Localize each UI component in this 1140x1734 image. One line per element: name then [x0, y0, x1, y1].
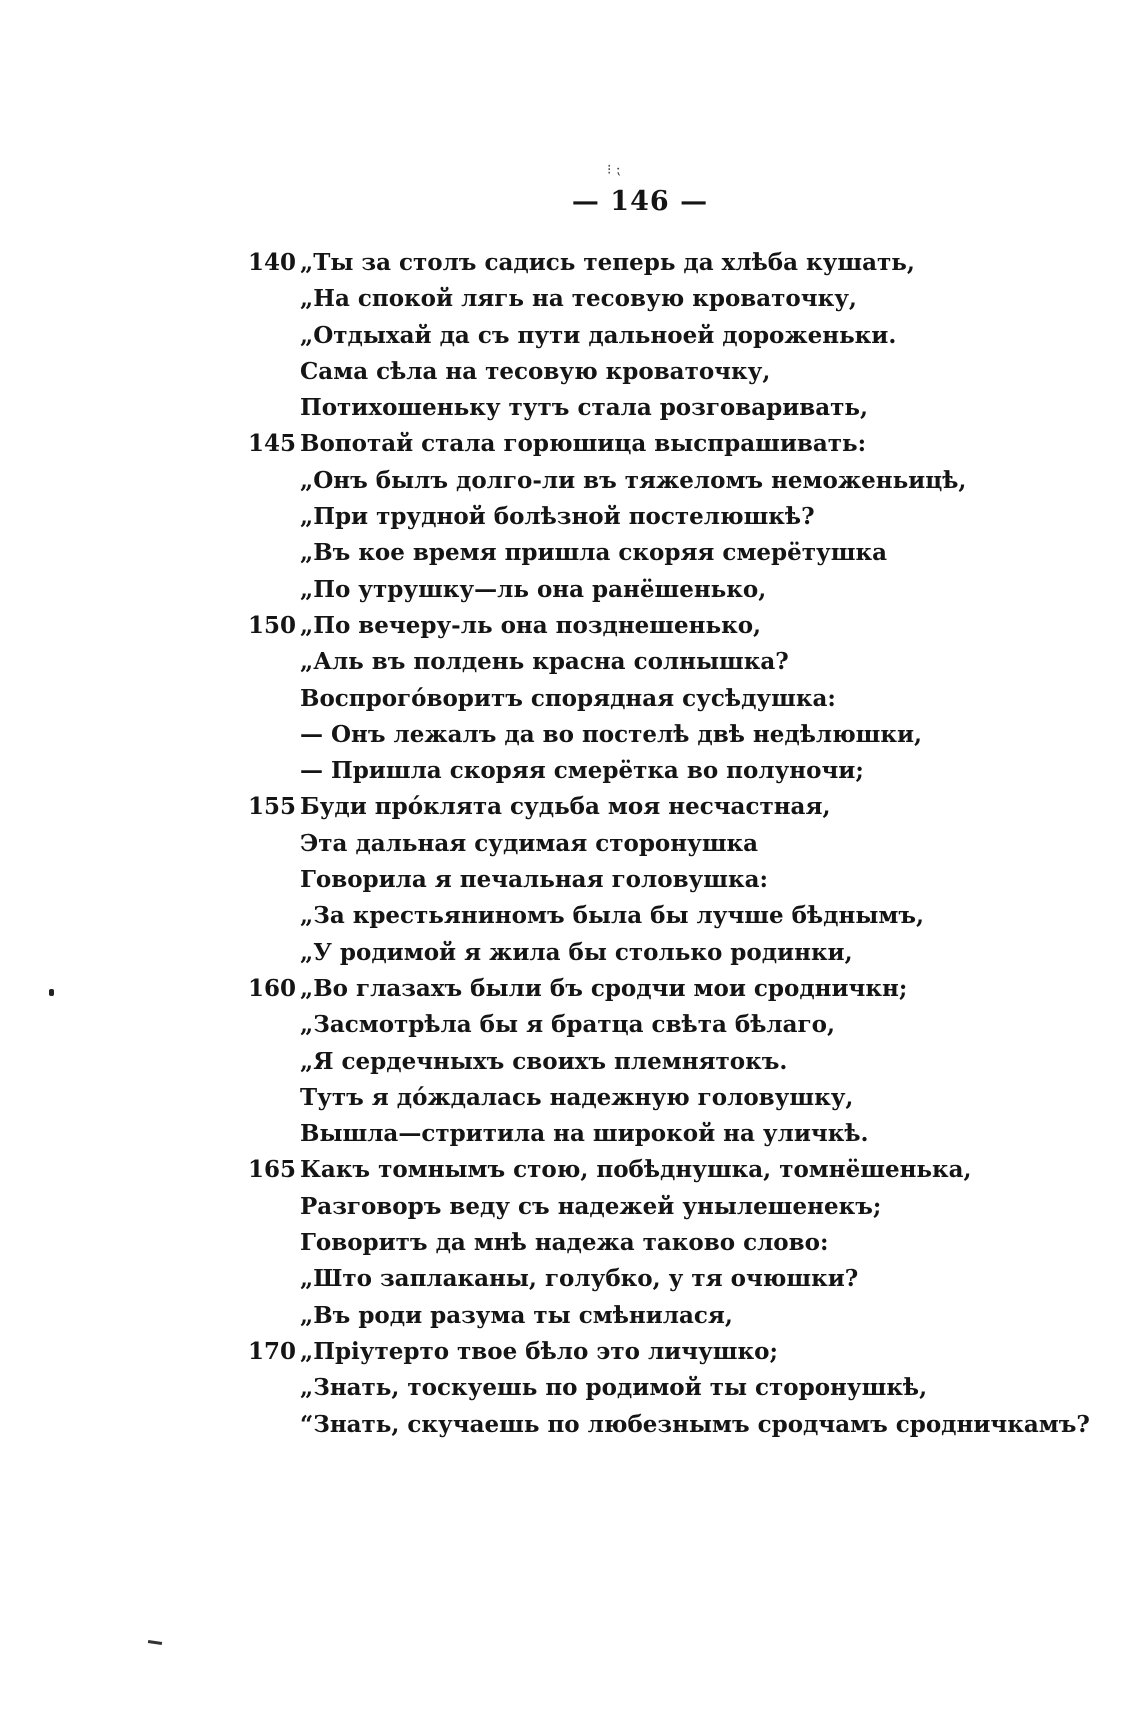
verse-text: Говорила я печальная головушка:: [300, 866, 768, 894]
verse-line: [0, 789, 1140, 825]
verse-text: „Отдыхай да съ пути дальноей дороженьки.: [300, 321, 897, 349]
verse-text: „На спокой лягь на тесовую кроваточку,: [300, 285, 857, 313]
verse-line: [0, 1225, 1140, 1261]
verse-text: Вопотай стала горюшица выспрашивать:: [300, 430, 867, 458]
verse-text: „Онъ былъ долго-ли въ тяжеломъ неможеньицѣ,: [300, 466, 967, 494]
verse-text: Говоритъ да мнѣ надежа таково слово:: [300, 1229, 829, 1257]
verse-line: [0, 644, 1140, 680]
verse-line: [0, 971, 1140, 1007]
verse-number: 150: [248, 611, 297, 639]
verse-text: „Аль въ полдень красна солнышка?: [300, 648, 789, 676]
verse-text: Сама сѣла на тесовую кроваточку,: [300, 357, 771, 385]
verse-text: „Въ кое время пришла скоряя смерётушка: [300, 539, 887, 567]
verse-text: „Знать, тоскуешь по родимой ты сторонушкѣ,: [300, 1374, 928, 1402]
verse-line: [0, 681, 1140, 717]
verse-text: Буди про́клята судьба моя несчастная,: [300, 793, 831, 821]
verse-text: Потихошеньку тутъ стала розговаривать,: [300, 394, 869, 422]
verse-text: „Пріутерто твое бѣло это личушко;: [300, 1337, 778, 1365]
verse-text: „Засмотрѣла бы я братца свѣта бѣлаго,: [300, 1011, 835, 1039]
verse-line: [0, 1044, 1140, 1080]
verse-line: [0, 753, 1140, 789]
verse-line: [0, 499, 1140, 535]
verse-line: [0, 1116, 1140, 1152]
verse-line: [0, 862, 1140, 898]
verse-line: [0, 935, 1140, 971]
verse-line: [0, 354, 1140, 390]
verse-text: „Во глазахъ были бъ сродчи мои сродничкн;: [300, 974, 908, 1002]
verse-line: [0, 717, 1140, 753]
page-specks: ⁝ ⁏: [607, 162, 621, 178]
verse-text: „Я сердечныхъ своихъ племнятокъ.: [300, 1047, 788, 1075]
verse-text: Воспрого́воритъ спорядная сусѣдушка:: [300, 684, 836, 712]
verse-line: [0, 1298, 1140, 1334]
verse-number: 140: [248, 249, 297, 276]
verse-line: [0, 608, 1140, 644]
verse-line: [0, 1152, 1140, 1188]
verse-text: „У родимой я жила бы столько родинки,: [300, 938, 853, 966]
verse-line: [0, 245, 1140, 281]
verse-text: „При трудной болѣзной постелюшкѣ?: [300, 503, 815, 531]
verse-text: „По вечеру-ль она позднешенько,: [300, 611, 762, 639]
verse-text: „За крестьяниномъ была бы лучше бѣднымъ,: [300, 902, 925, 930]
verse-text: — Онъ лежалъ да во постелѣ двѣ недѣлюшки,: [300, 720, 923, 748]
verse-text: Вышла—стритила на широкой на уличкѣ.: [300, 1120, 869, 1148]
verse-line: [0, 535, 1140, 571]
verse-line: [0, 426, 1140, 462]
verse-text: „По утрушку—ль она ранёшенько,: [300, 575, 767, 603]
verse-line: [0, 1370, 1140, 1406]
verse-line: [0, 1080, 1140, 1116]
verse-line: [0, 390, 1140, 426]
verse-line: [0, 1334, 1140, 1370]
verse-line: [0, 898, 1140, 934]
verse-number: 165: [248, 1156, 297, 1184]
verse-line: [0, 281, 1140, 317]
verse-number: 160: [248, 974, 297, 1002]
verse-text: Какъ томнымъ стою, побѣднушка, томнёшенька,: [300, 1156, 972, 1184]
verse-text: „Што заплаканы, голубко, у тя очюшки?: [300, 1265, 859, 1293]
verse-text: Эта дальная судимая сторонушка: [300, 829, 759, 857]
verse-line: [0, 463, 1140, 499]
verse-text: Тутъ я до́ждалась надежную головушку,: [300, 1083, 854, 1111]
page-number: — 146 —: [571, 186, 709, 217]
verse-number: 145: [248, 430, 297, 458]
verse-number: 170: [248, 1337, 297, 1365]
ink-mark: [148, 1640, 162, 1645]
verse-text: “Знать, скучаешь по любезнымъ сродчамъ сродничкамъ?: [300, 1410, 1090, 1438]
verse-text: „Въ роди разума ты смѣнилася,: [300, 1301, 733, 1329]
ink-speck: [49, 989, 54, 996]
verse-text: — Пришла скоряя смерётка во полуночи;: [300, 757, 864, 785]
verse-line: [0, 1261, 1140, 1297]
verse-text: Разговоръ веду съ надежей унылешенекъ;: [300, 1192, 882, 1220]
verse-line: [0, 1007, 1140, 1043]
verse-line: [0, 318, 1140, 354]
verse-line: [0, 572, 1140, 608]
verse-number: 155: [248, 793, 297, 821]
verse-line: [0, 1189, 1140, 1225]
verse-text: „Ты за столъ садись теперь да хлѣба кушать,: [300, 249, 915, 276]
verse-line: [0, 1407, 1140, 1443]
verse-line: [0, 826, 1140, 862]
poem-body: [0, 245, 1140, 1443]
